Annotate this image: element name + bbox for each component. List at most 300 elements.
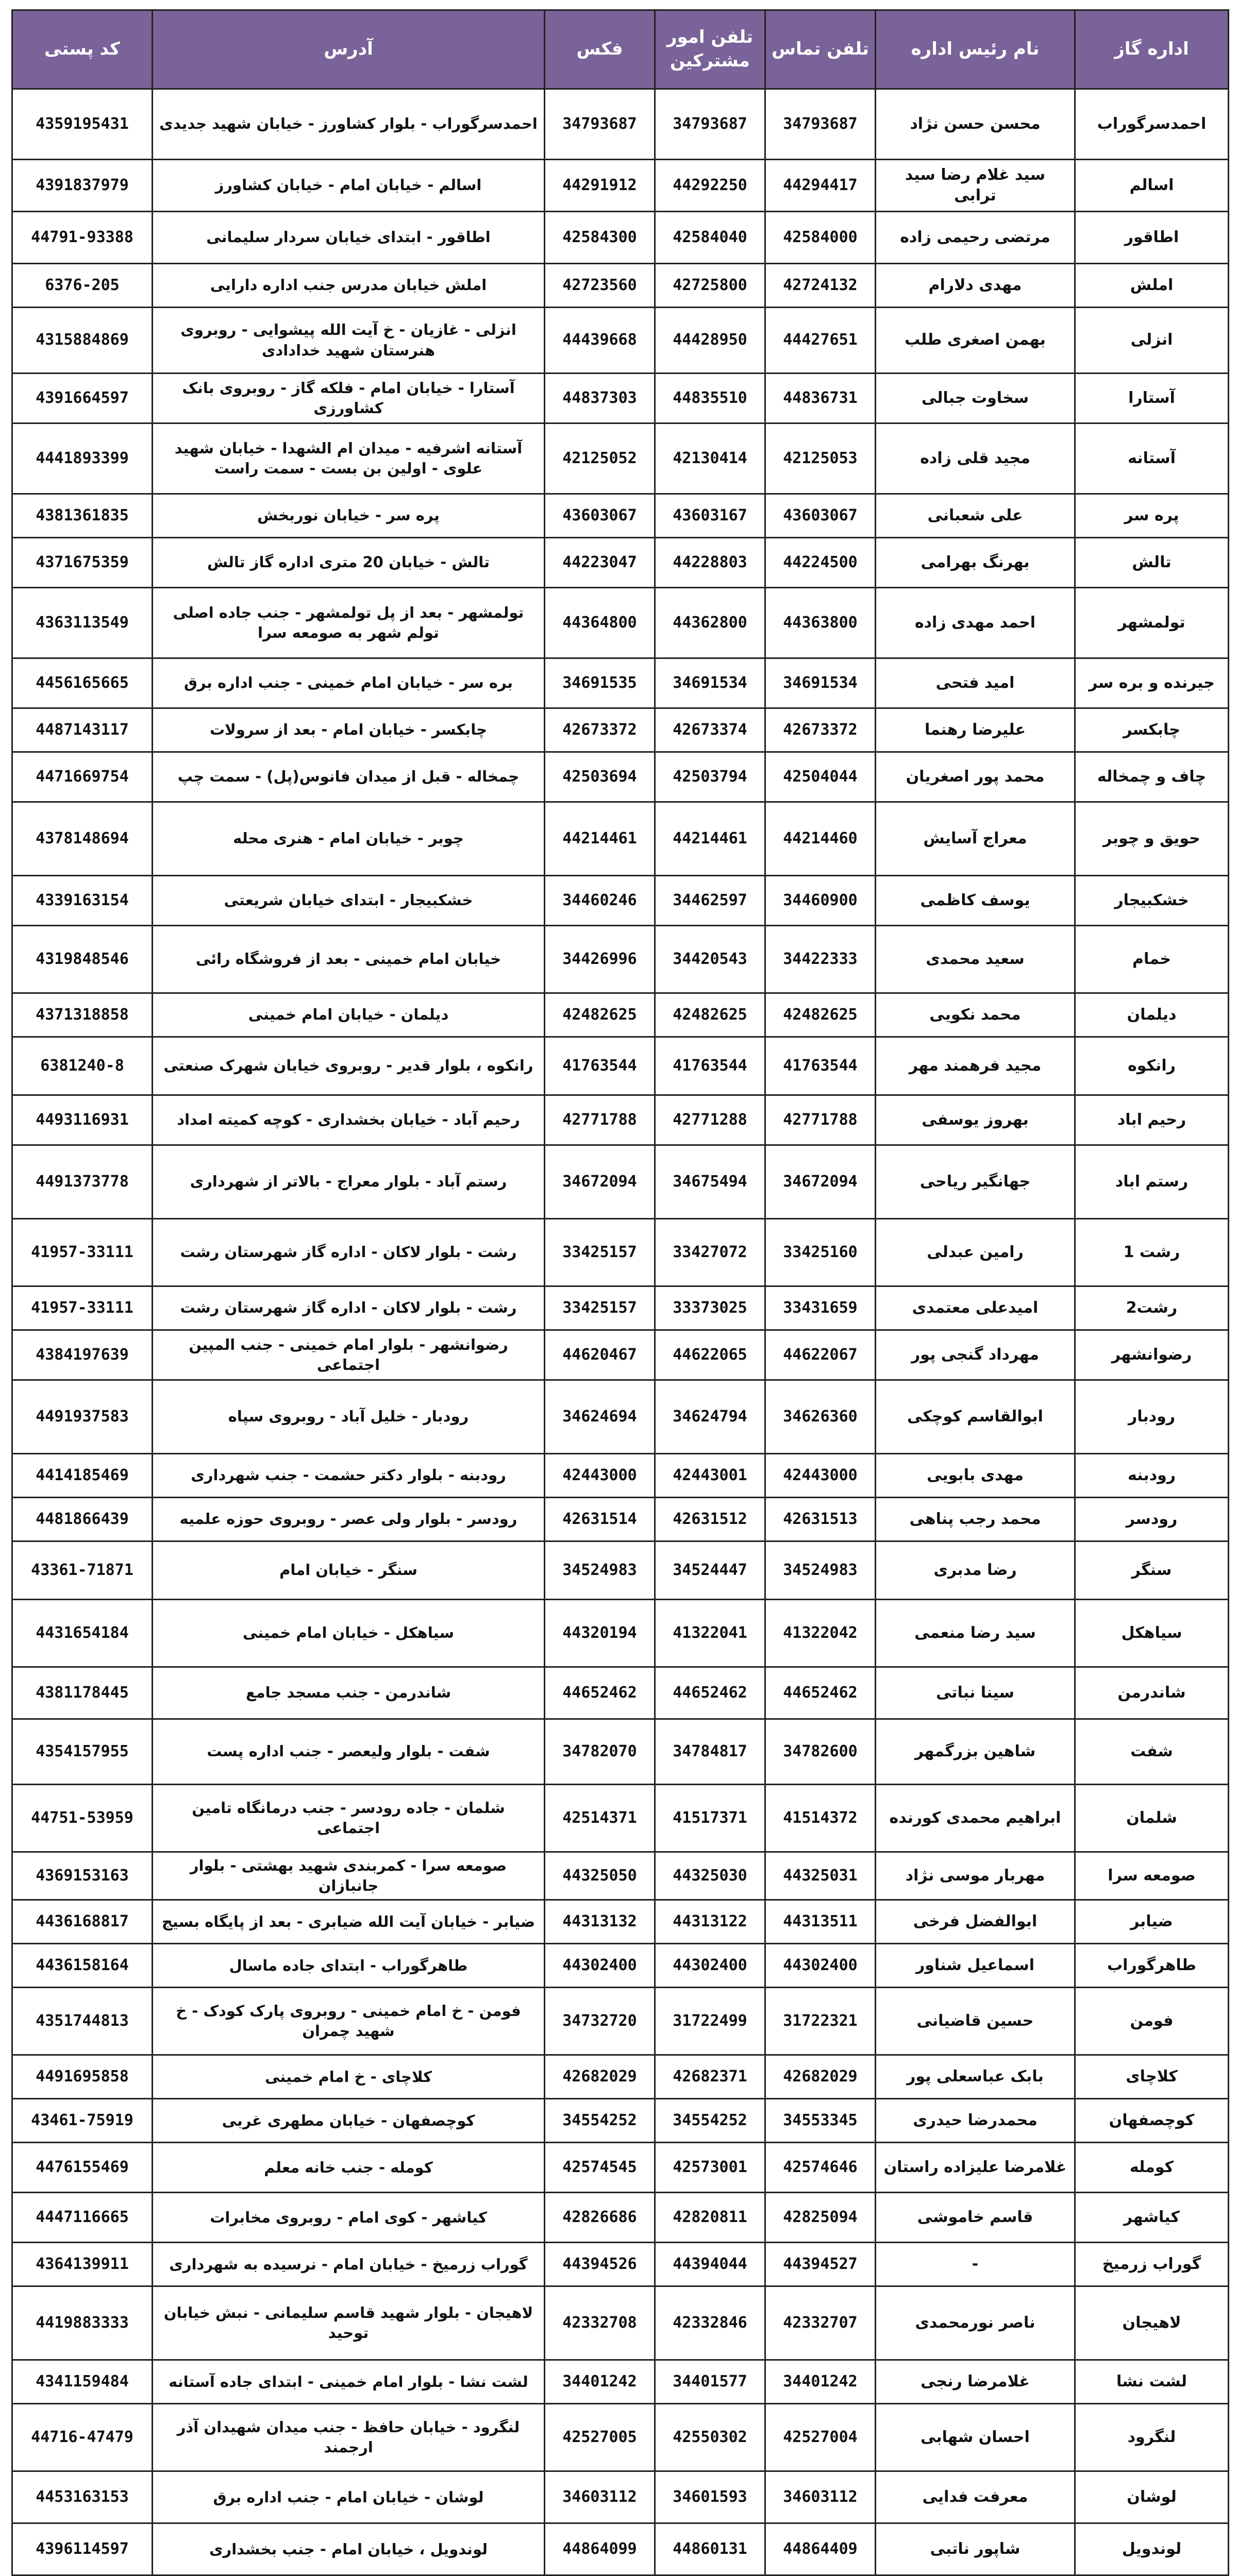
cell-office: کوچصفهان — [1075, 2099, 1229, 2143]
cell-subscriber-phone: 31722499 — [655, 1988, 765, 2055]
table-row — [12, 2471, 1229, 2523]
cell-phone: 44214460 — [765, 802, 876, 876]
cell-phone: 42574646 — [765, 2143, 876, 2193]
cell-postal-code: 43361-71871 — [12, 1541, 153, 1600]
cell-fax: 34624694 — [545, 1380, 655, 1454]
cell-manager: ابوالفضل فرخی — [876, 1900, 1075, 1944]
cell-postal-code: 44751-53959 — [12, 1785, 153, 1852]
cell-subscriber-phone: 34524447 — [655, 1541, 765, 1600]
cell-fax: 42826686 — [545, 2193, 655, 2243]
cell-subscriber-phone: 42130414 — [655, 423, 765, 494]
cell-subscriber-phone: 42771288 — [655, 1095, 765, 1145]
cell-postal-code: 4391837979 — [12, 160, 153, 212]
cell-postal-code: 44791-93388 — [12, 212, 153, 264]
cell-phone: 42443000 — [765, 1454, 876, 1498]
table-row — [12, 1380, 1229, 1454]
cell-office: لوشان — [1075, 2471, 1229, 2523]
cell-postal-code: 4471669754 — [12, 752, 153, 802]
table-row — [12, 1852, 1229, 1900]
cell-phone: 31722321 — [765, 1988, 876, 2055]
cell-postal-code: 4378148694 — [12, 802, 153, 876]
cell-address: انزلی - غازیان - خ آیت الله پیشوایی - روبروی هنرستان شهید خدادادی — [153, 308, 545, 374]
cell-address: تالش - خیابان 20 متری اداره گاز تالش — [153, 538, 545, 588]
cell-subscriber-phone: 42631512 — [655, 1498, 765, 1541]
cell-office: شاندرمن — [1075, 1667, 1229, 1719]
cell-subscriber-phone: 34601593 — [655, 2471, 765, 2523]
table-row — [12, 876, 1229, 926]
cell-subscriber-phone: 42573001 — [655, 2143, 765, 2193]
cell-office: شلمان — [1075, 1785, 1229, 1852]
cell-manager: علی شعبانی — [876, 494, 1075, 538]
cell-phone: 44363800 — [765, 588, 876, 658]
cell-office: اسالم — [1075, 160, 1229, 212]
cell-fax: 34793687 — [545, 89, 655, 160]
cell-manager: ابوالقاسم کوچکی — [876, 1380, 1075, 1454]
cell-subscriber-phone: 34462597 — [655, 876, 765, 926]
cell-fax: 42584300 — [545, 212, 655, 264]
table-row — [12, 752, 1229, 802]
cell-phone: 44864409 — [765, 2523, 876, 2575]
cell-phone: 41514372 — [765, 1785, 876, 1852]
cell-phone: 34401242 — [765, 2360, 876, 2404]
cell-address: صومعه سرا - کمربندی شهید بهشتی - بلوار جانبازان — [153, 1852, 545, 1900]
cell-phone: 34691534 — [765, 658, 876, 708]
cell-phone: 34672094 — [765, 1145, 876, 1219]
cell-fax: 44394526 — [545, 2243, 655, 2286]
cell-phone: 44294417 — [765, 160, 876, 212]
cell-subscriber-phone: 42550302 — [655, 2404, 765, 2471]
cell-address: رودبار - خلیل آباد - روبروی سپاه — [153, 1380, 545, 1454]
cell-office: رستم اباد — [1075, 1145, 1229, 1219]
cell-subscriber-phone: 42332846 — [655, 2286, 765, 2360]
cell-phone: 42482625 — [765, 993, 876, 1037]
cell-office: سیاهکل — [1075, 1600, 1229, 1667]
cell-postal-code: 4381361835 — [12, 494, 153, 538]
cell-phone: 42504044 — [765, 752, 876, 802]
cell-manager: مهدی بابویی — [876, 1454, 1075, 1498]
cell-address: شاندرمن - جنب مسجد جامع — [153, 1667, 545, 1719]
table-row — [12, 1145, 1229, 1219]
cell-manager: قاسم خاموشی — [876, 2193, 1075, 2243]
cell-address: احمدسرگوراب - بلوار کشاورز - خیابان شهید جدیدی — [153, 89, 545, 160]
cell-postal-code: 4456165665 — [12, 658, 153, 708]
cell-fax: 44320194 — [545, 1600, 655, 1667]
cell-manager: مهدی دلارام — [876, 264, 1075, 308]
cell-postal-code: 4391664597 — [12, 374, 153, 423]
cell-subscriber-phone: 34420543 — [655, 926, 765, 993]
cell-address: چابکسر - خیابان امام - بعد از سرولات — [153, 708, 545, 752]
cell-manager: معراج آسایش — [876, 802, 1075, 876]
cell-address: طاهرگوراب - ابتدای جاده ماسال — [153, 1944, 545, 1988]
cell-address: لشت نشا - بلوار امام خمینی - ابتدای جاده آستانه — [153, 2360, 545, 2404]
cell-subscriber-phone: 44214461 — [655, 802, 765, 876]
cell-fax: 42631514 — [545, 1498, 655, 1541]
cell-postal-code: 4487143117 — [12, 708, 153, 752]
cell-phone: 34793687 — [765, 89, 876, 160]
cell-address: رستم آباد - بلوار معراج - بالاتر از شهرداری — [153, 1145, 545, 1219]
cell-office: اطاقور — [1075, 212, 1229, 264]
cell-manager: سینا نباتی — [876, 1667, 1075, 1719]
cell-address: اسالم - خیابان امام - خیابان کشاورز — [153, 160, 545, 212]
cell-manager: بهمن اصغری طلب — [876, 308, 1075, 374]
table-row — [12, 2193, 1229, 2243]
offices-table — [11, 9, 1229, 2576]
cell-office: لاهیجان — [1075, 2286, 1229, 2360]
cell-address: رشت - بلوار لاکان - اداره گاز شهرستان رشت — [153, 1286, 545, 1330]
cell-subscriber-phone: 43603167 — [655, 494, 765, 538]
cell-address: املش خیابان مدرس جنب اداره دارایی — [153, 264, 545, 308]
header-row — [12, 10, 1229, 89]
cell-fax: 42443000 — [545, 1454, 655, 1498]
cell-manager: احسان شهابی — [876, 2404, 1075, 2471]
cell-manager: مجید فرهمند مهر — [876, 1037, 1075, 1095]
cell-subscriber-phone: 44313122 — [655, 1900, 765, 1944]
cell-fax: 44223047 — [545, 538, 655, 588]
cell-postal-code: 4453163153 — [12, 2471, 153, 2523]
cell-postal-code: 4481866439 — [12, 1498, 153, 1541]
cell-manager: سعید محمدی — [876, 926, 1075, 993]
table-row — [12, 1286, 1229, 1330]
cell-office: گوراب زرمیخ — [1075, 2243, 1229, 2286]
cell-postal-code: 4315884869 — [12, 308, 153, 374]
cell-subscriber-phone: 34691534 — [655, 658, 765, 708]
cell-phone: 44224500 — [765, 538, 876, 588]
cell-postal-code: 4419883333 — [12, 2286, 153, 2360]
table-row — [12, 374, 1229, 423]
cell-subscriber-phone: 41517371 — [655, 1785, 765, 1852]
cell-postal-code: 4396114597 — [12, 2523, 153, 2575]
cell-address: بره سر - خیابان امام خمینی - جنب اداره برق — [153, 658, 545, 708]
header-fax: فکس — [545, 10, 655, 89]
cell-manager: حسین قاضیانی — [876, 1988, 1075, 2055]
cell-address: دیلمان - خیابان امام خمینی — [153, 993, 545, 1037]
table-row — [12, 1330, 1229, 1380]
cell-manager: محمد پور اصغریان — [876, 752, 1075, 802]
cell-office: کلاچای — [1075, 2055, 1229, 2099]
cell-office: چابکسر — [1075, 708, 1229, 752]
cell-subscriber-phone: 44228803 — [655, 538, 765, 588]
cell-office: رانکوه — [1075, 1037, 1229, 1095]
cell-fax: 42503694 — [545, 752, 655, 802]
cell-manager: محمد نکویی — [876, 993, 1075, 1037]
table-row — [12, 212, 1229, 264]
table-row — [12, 2099, 1229, 2143]
cell-subscriber-phone: 44302400 — [655, 1944, 765, 1988]
cell-phone: 44836731 — [765, 374, 876, 423]
cell-manager: ناصر نورمحمدی — [876, 2286, 1075, 2360]
cell-phone: 44325031 — [765, 1852, 876, 1900]
cell-fax: 34460246 — [545, 876, 655, 926]
cell-office: طاهرگوراب — [1075, 1944, 1229, 1988]
cell-postal-code: 6376-205 — [12, 264, 153, 308]
cell-subscriber-phone: 44292250 — [655, 160, 765, 212]
cell-address: آستارا - خیابان امام - فلکه گاز - روبروی بانک کشاورزی — [153, 374, 545, 423]
cell-manager: سید غلام رضا سید ترابی — [876, 160, 1075, 212]
cell-manager: غلامرضا رنجی — [876, 2360, 1075, 2404]
cell-address: کوچصفهان - خیابان مطهری غربی — [153, 2099, 545, 2143]
cell-postal-code: 4319848546 — [12, 926, 153, 993]
cell-office: کیاشهر — [1075, 2193, 1229, 2243]
cell-manager: شاهین بزرگمهر — [876, 1719, 1075, 1785]
cell-postal-code: 4369153163 — [12, 1852, 153, 1900]
cell-postal-code: 4371675359 — [12, 538, 153, 588]
cell-manager: مهربار موسی نژاد — [876, 1852, 1075, 1900]
cell-subscriber-phone: 44325030 — [655, 1852, 765, 1900]
header-subscriber-phone: تلفن امور مشترکین — [655, 10, 765, 89]
table-row — [12, 708, 1229, 752]
cell-office: آستارا — [1075, 374, 1229, 423]
cell-phone: 42631513 — [765, 1498, 876, 1541]
cell-office: احمدسرگوراب — [1075, 89, 1229, 160]
gas-offices-directory — [11, 9, 1228, 2576]
cell-office: دیلمان — [1075, 993, 1229, 1037]
table-row — [12, 160, 1229, 212]
table-row — [12, 658, 1229, 708]
cell-postal-code: 4364139911 — [12, 2243, 153, 2286]
cell-phone: 33431659 — [765, 1286, 876, 1330]
cell-phone: 42682029 — [765, 2055, 876, 2099]
cell-fax: 33425157 — [545, 1219, 655, 1286]
cell-fax: 44864099 — [545, 2523, 655, 2575]
cell-subscriber-phone: 34784817 — [655, 1719, 765, 1785]
cell-subscriber-phone: 44622065 — [655, 1330, 765, 1380]
table-row — [12, 1037, 1229, 1095]
cell-office: رشت 1 — [1075, 1219, 1229, 1286]
cell-subscriber-phone: 44394044 — [655, 2243, 765, 2286]
cell-postal-code: 43461-75919 — [12, 2099, 153, 2143]
cell-subscriber-phone: 34793687 — [655, 89, 765, 160]
table-row — [12, 1498, 1229, 1541]
cell-address: گوراب زرمیخ - خیابان امام - نرسیده به شهرداری — [153, 2243, 545, 2286]
cell-address: رحیم آباد - خیابان بخشداری - کوچه کمیته امداد — [153, 1095, 545, 1145]
cell-subscriber-phone: 34554252 — [655, 2099, 765, 2143]
table-row — [12, 2143, 1229, 2193]
cell-postal-code: 4414185469 — [12, 1454, 153, 1498]
cell-subscriber-phone: 41763544 — [655, 1037, 765, 1095]
cell-address: شلمان - جاده رودسر - جنب درمانگاه تامین اجتماعی — [153, 1785, 545, 1852]
cell-office: لنگرود — [1075, 2404, 1229, 2471]
cell-fax: 42574545 — [545, 2143, 655, 2193]
cell-manager: بابک عباسعلی پور — [876, 2055, 1075, 2099]
cell-manager: محمد رجب پناهی — [876, 1498, 1075, 1541]
cell-subscriber-phone: 42820811 — [655, 2193, 765, 2243]
table-row — [12, 1600, 1229, 1667]
cell-address: چوبر - خیابان امام - هنری محله — [153, 802, 545, 876]
cell-office: صومعه سرا — [1075, 1852, 1229, 1900]
cell-manager: امید فتحی — [876, 658, 1075, 708]
cell-phone: 33425160 — [765, 1219, 876, 1286]
table-row — [12, 2055, 1229, 2099]
cell-office: املش — [1075, 264, 1229, 308]
cell-address: رانکوه ، بلوار قدیر - روبروی خیابان شهرک صنعتی — [153, 1037, 545, 1095]
cell-subscriber-phone: 44362800 — [655, 588, 765, 658]
cell-phone: 34422333 — [765, 926, 876, 993]
cell-address: رضوانشهر - بلوار امام خمینی - جنب المپین اجتماعی — [153, 1330, 545, 1380]
cell-subscriber-phone: 44860131 — [655, 2523, 765, 2575]
cell-postal-code: 4491937583 — [12, 1380, 153, 1454]
table-row — [12, 2404, 1229, 2471]
cell-postal-code: 4441893399 — [12, 423, 153, 494]
cell-phone: 41322042 — [765, 1600, 876, 1667]
cell-postal-code: 4339163154 — [12, 876, 153, 926]
cell-manager: سخاوت جبالی — [876, 374, 1075, 423]
cell-office: ضیابر — [1075, 1900, 1229, 1944]
cell-office: انزلی — [1075, 308, 1229, 374]
cell-manager: رضا مدبری — [876, 1541, 1075, 1600]
cell-manager: مجید قلی زاده — [876, 423, 1075, 494]
cell-address: کلاچای - خ امام خمینی — [153, 2055, 545, 2099]
cell-subscriber-phone: 44835510 — [655, 374, 765, 423]
cell-address: لاهیجان - بلوار شهید قاسم سلیمانی - نبش خیابان توحید — [153, 2286, 545, 2360]
cell-manager: بهروز یوسفی — [876, 1095, 1075, 1145]
cell-fax: 44325050 — [545, 1852, 655, 1900]
cell-postal-code: 6381240-8 — [12, 1037, 153, 1095]
cell-fax: 44620467 — [545, 1330, 655, 1380]
table-row — [12, 89, 1229, 160]
cell-manager: - — [876, 2243, 1075, 2286]
cell-manager: مرتضی رحیمی زاده — [876, 212, 1075, 264]
cell-phone: 44652462 — [765, 1667, 876, 1719]
cell-manager: یوسف کاظمی — [876, 876, 1075, 926]
cell-phone: 44302400 — [765, 1944, 876, 1988]
cell-phone: 34460900 — [765, 876, 876, 926]
cell-postal-code: 4491695858 — [12, 2055, 153, 2099]
cell-office: سنگر — [1075, 1541, 1229, 1600]
table-row — [12, 2286, 1229, 2360]
cell-postal-code: 4371318858 — [12, 993, 153, 1037]
cell-fax: 44313132 — [545, 1900, 655, 1944]
cell-manager: محمدرضا حیدری — [876, 2099, 1075, 2143]
table-row — [12, 1541, 1229, 1600]
header-phone: تلفن تماس — [765, 10, 876, 89]
cell-fax: 42514371 — [545, 1785, 655, 1852]
cell-subscriber-phone: 42673374 — [655, 708, 765, 752]
cell-office: لوندویل — [1075, 2523, 1229, 2575]
cell-fax: 34691535 — [545, 658, 655, 708]
table-row — [12, 1095, 1229, 1145]
cell-phone: 42825094 — [765, 2193, 876, 2243]
cell-office: تالش — [1075, 538, 1229, 588]
cell-postal-code: 44716-47479 — [12, 2404, 153, 2471]
cell-address: رشت - بلوار لاکان - اداره گاز شهرستان رشت — [153, 1219, 545, 1286]
cell-manager: سید رضا منعمی — [876, 1600, 1075, 1667]
cell-office: رشت2 — [1075, 1286, 1229, 1330]
cell-manager: ابراهیم محمدی کورنده — [876, 1785, 1075, 1852]
cell-phone: 42673372 — [765, 708, 876, 752]
cell-postal-code: 4381178445 — [12, 1667, 153, 1719]
table-row — [12, 1219, 1229, 1286]
cell-address: رودبنه - بلوار دکتر حشمت - جنب شهرداری — [153, 1454, 545, 1498]
cell-phone: 42771788 — [765, 1095, 876, 1145]
cell-postal-code: 4447116665 — [12, 2193, 153, 2243]
cell-fax: 44652462 — [545, 1667, 655, 1719]
cell-subscriber-phone: 42482625 — [655, 993, 765, 1037]
cell-office: شفت — [1075, 1719, 1229, 1785]
cell-subscriber-phone: 42503794 — [655, 752, 765, 802]
cell-office: فومن — [1075, 1988, 1229, 2055]
cell-postal-code: 4341159484 — [12, 2360, 153, 2404]
cell-address: تولمشهر - بعد از پل تولمشهر - جنب جاده اصلی تولم شهر به صومعه سرا — [153, 588, 545, 658]
cell-address: فومن - خ امام خمینی - روبروی پارک کودک - خ شهید چمران — [153, 1988, 545, 2055]
table-row — [12, 2243, 1229, 2286]
cell-address: خیابان امام خمینی - بعد از فروشگاه رائی — [153, 926, 545, 993]
cell-subscriber-phone: 44652462 — [655, 1667, 765, 1719]
cell-address: آستانه اشرفیه - میدان ام الشهدا - خیابان شهید علوی - اولین بن بست - سمت راست — [153, 423, 545, 494]
cell-fax: 34524983 — [545, 1541, 655, 1600]
cell-office: کومله — [1075, 2143, 1229, 2193]
cell-manager: علیرضا رهنما — [876, 708, 1075, 752]
cell-phone: 34782600 — [765, 1719, 876, 1785]
cell-fax: 42482625 — [545, 993, 655, 1037]
cell-manager: امیدعلی معتمدی — [876, 1286, 1075, 1330]
cell-postal-code: 4436158164 — [12, 1944, 153, 1988]
cell-office: تولمشهر — [1075, 588, 1229, 658]
cell-office: پره سر — [1075, 494, 1229, 538]
cell-address: شفت - بلوار ولیعصر - جنب اداره پست — [153, 1719, 545, 1785]
cell-office: حویق و چوبر — [1075, 802, 1229, 876]
cell-office: رودبنه — [1075, 1454, 1229, 1498]
cell-office: جیرنده و بره سر — [1075, 658, 1229, 708]
cell-address: لوشان - خیابان امام - جنب اداره برق — [153, 2471, 545, 2523]
cell-fax: 44837303 — [545, 374, 655, 423]
cell-postal-code: 4359195431 — [12, 89, 153, 160]
cell-postal-code: 4436168817 — [12, 1900, 153, 1944]
cell-fax: 34554252 — [545, 2099, 655, 2143]
cell-postal-code: 4493116931 — [12, 1095, 153, 1145]
cell-fax: 44364800 — [545, 588, 655, 658]
cell-subscriber-phone: 42443001 — [655, 1454, 765, 1498]
cell-address: سیاهکل - خیابان امام خمینی — [153, 1600, 545, 1667]
cell-phone: 42125053 — [765, 423, 876, 494]
table-row — [12, 2523, 1229, 2575]
cell-phone: 44427651 — [765, 308, 876, 374]
cell-postal-code: 41957-33111 — [12, 1219, 153, 1286]
cell-address: ضیابر - خیابان آیت الله ضیابری - بعد از پایگاه بسیج — [153, 1900, 545, 1944]
cell-fax: 42723560 — [545, 264, 655, 308]
cell-subscriber-phone: 34624794 — [655, 1380, 765, 1454]
cell-address: خشکبیجار - ابتدای خیابان شریعتی — [153, 876, 545, 926]
cell-manager: محسن حسن نژاد — [876, 89, 1075, 160]
table-row — [12, 993, 1229, 1037]
cell-phone: 34524983 — [765, 1541, 876, 1600]
cell-postal-code: 41957-33111 — [12, 1286, 153, 1330]
table-row — [12, 1667, 1229, 1719]
cell-office: لشت نشا — [1075, 2360, 1229, 2404]
cell-postal-code: 4363113549 — [12, 588, 153, 658]
header-address: آدرس — [153, 10, 545, 89]
cell-address: چمخاله - قبل از میدان فانوس(پل) - سمت چپ — [153, 752, 545, 802]
table-row — [12, 494, 1229, 538]
table-row — [12, 538, 1229, 588]
cell-manager: مهرداد گنجی پور — [876, 1330, 1075, 1380]
cell-postal-code: 4354157955 — [12, 1719, 153, 1785]
cell-phone: 34553345 — [765, 2099, 876, 2143]
table-row — [12, 264, 1229, 308]
table-row — [12, 802, 1229, 876]
table-row — [12, 1900, 1229, 1944]
cell-office: رضوانشهر — [1075, 1330, 1229, 1380]
cell-postal-code: 4351744813 — [12, 1988, 153, 2055]
cell-address: لنگرود - خیابان حافظ - جنب میدان شهیدان آذر ارجمند — [153, 2404, 545, 2471]
cell-manager: شاپور ناتبی — [876, 2523, 1075, 2575]
cell-office: خشکبیجار — [1075, 876, 1229, 926]
table-row — [12, 423, 1229, 494]
header-office: اداره گاز — [1075, 10, 1229, 89]
cell-manager: احمد مهدی زاده — [876, 588, 1075, 658]
cell-address: رودسر - بلوار ولی عصر - روبروی حوزه علمیه — [153, 1498, 545, 1541]
cell-manager: رامین عبدلی — [876, 1219, 1075, 1286]
cell-subscriber-phone: 34401577 — [655, 2360, 765, 2404]
